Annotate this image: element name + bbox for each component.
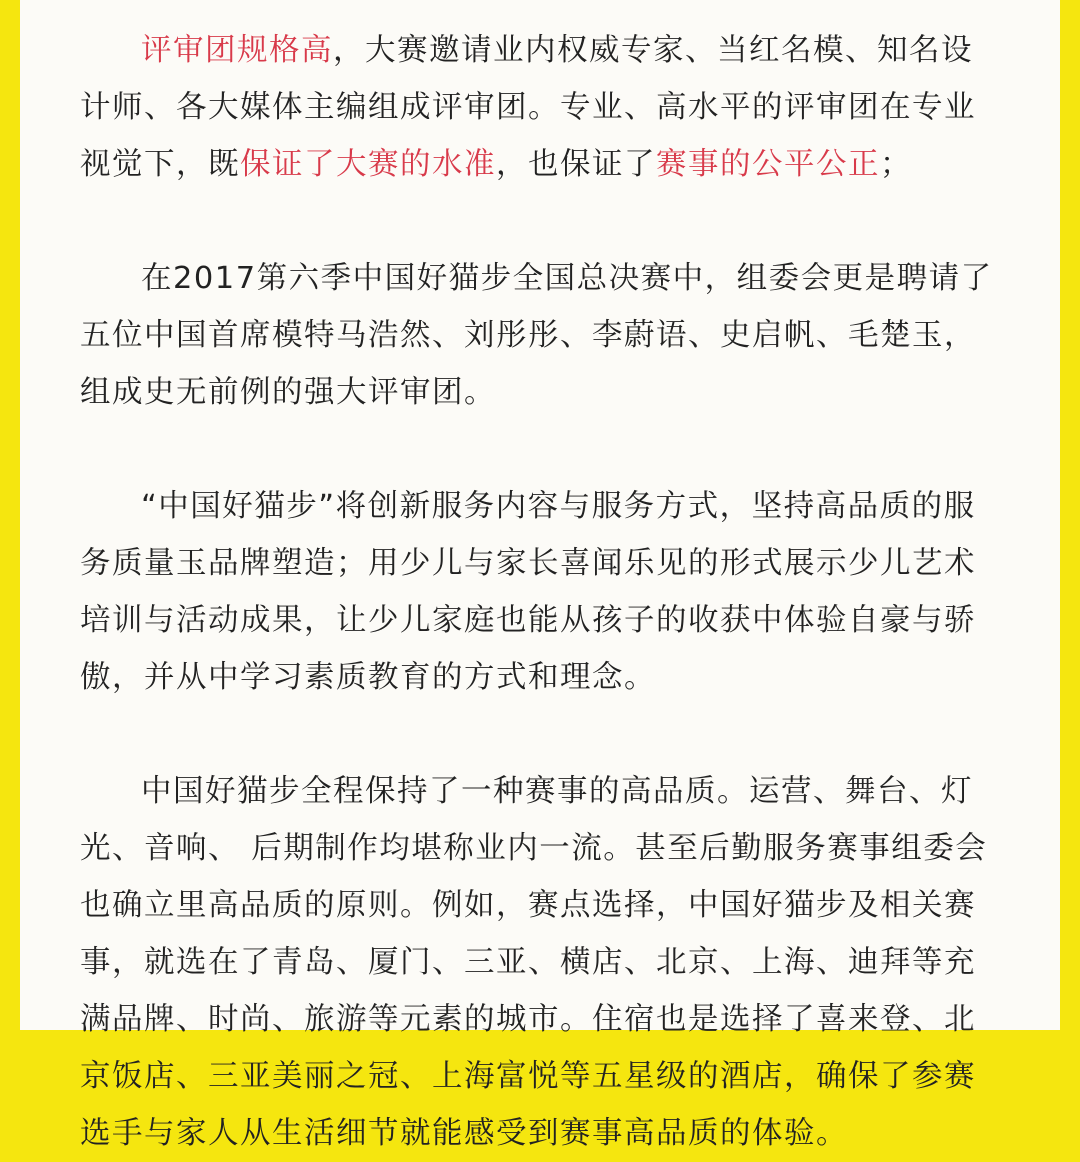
article-body [80,22,1000,1162]
paragraph-finals-judges: 在2017第六季中国好猫步全国总决赛中，组委会更是聘请了五位中国首席模特马浩然、刘彤彤、李蔚语、史启帆、毛楚玉，组成史无前例的强大评审团。 [80,261,993,410]
paragraph-text: ，大赛邀请业内权威专家、当红名模、知名设计师、各大媒体主编组成评审团。专业、高水平的评审团在专业视觉下，既 [80,33,976,182]
article-page [20,0,1060,1151]
paragraph-service-innovation: “中国好猫步”将创新服务内容与服务方式，坚持高品质的服务质量玉品牌塑造；用少儿与家长喜闻乐见的形式展示少儿艺术培训与活动成果，让少儿家庭也能从孩子的收获中体验自豪与骄傲，并从中学习素质教育的方式和理念。 [80,489,976,695]
paragraph-text: ，也保证了 [496,147,656,182]
highlight-competition-standard: 保证了大赛的水准 [240,147,496,182]
paragraph-text: ； [880,147,912,182]
highlight-judges-high-standard: 评审团规格高 [141,33,333,68]
paragraph-high-quality: 中国好猫步全程保持了一种赛事的高品质。运营、舞台、灯光、音响、 后期制作均堪称业内一流。甚至后勤服务赛事组委会也确立里高品质的原则。例如，赛点选择，中国好猫步及相关赛事，就选在了青岛、厦门、三亚、横店、北京、上海、迪拜等充满品牌、时尚、旅游等元素的城市。住宿也是选择了喜来登、北京饭店、三亚美丽之冠、上海富悦等五星级的酒店，确保了参赛选手与家人从生活细节就能感受到赛事高品质的体验。 [80,774,988,1151]
highlight-fairness: 赛事的公平公正 [656,147,880,182]
paragraph-judges [80,22,1000,193]
